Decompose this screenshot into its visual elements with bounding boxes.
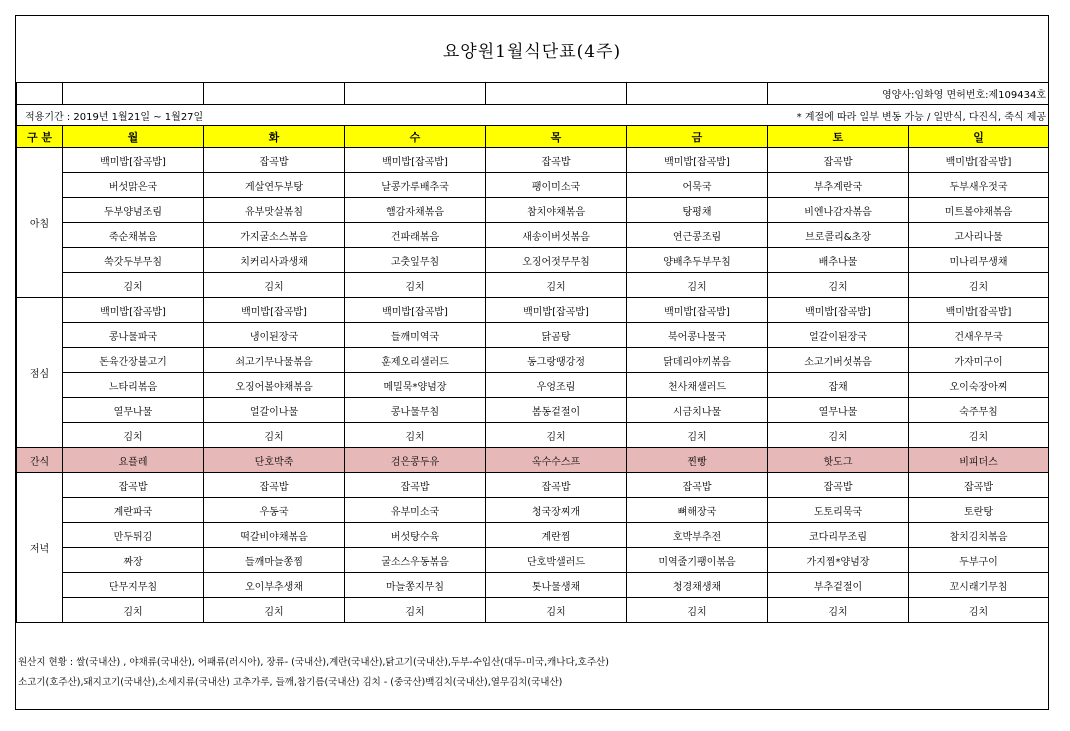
snack-cell: 옥수수스프 xyxy=(486,448,627,473)
menu-cell: 참치야채볶음 xyxy=(486,198,627,223)
menu-cell: 김치 xyxy=(909,423,1049,448)
menu-cell: 우엉조림 xyxy=(486,373,627,398)
menu-cell: 게살연두부탕 xyxy=(204,173,345,198)
breakfast-row xyxy=(17,223,1049,248)
menu-cell: 김치 xyxy=(486,598,627,623)
menu-cell: 잡곡밥 xyxy=(768,473,909,498)
menu-cell: 햄감자채볶음 xyxy=(345,198,486,223)
origin-line-2: 소고기(호주산),돼지고기(국내산),소세지류(국내산) 고추가루, 들깨,참기름(국내산) 김치 - (중국산)백김치(국내산),열무김치(국내산) xyxy=(18,677,563,688)
menu-cell: 백미밥[잡곡밥] xyxy=(63,148,204,173)
lunch-row xyxy=(17,298,1049,323)
day-header: 토 xyxy=(768,126,909,148)
menu-cell: 건새우무국 xyxy=(909,323,1049,348)
snack-cell: 단호박죽 xyxy=(204,448,345,473)
snack-cell: 비피더스 xyxy=(909,448,1049,473)
lunch-label: 점심 xyxy=(17,298,63,448)
menu-cell: 우동국 xyxy=(204,498,345,523)
menu-cell: 얼갈이된장국 xyxy=(768,323,909,348)
dinner-row xyxy=(17,473,1049,498)
period-row xyxy=(17,105,1049,126)
menu-cell: 김치 xyxy=(768,423,909,448)
page-title: 요양원1월식단표(4주) xyxy=(442,41,622,62)
menu-cell: 김치 xyxy=(909,598,1049,623)
menu-cell: 쑥갓두부무침 xyxy=(63,248,204,273)
menu-cell: 단호박샐러드 xyxy=(486,548,627,573)
menu-cell: 백미밥[잡곡밥] xyxy=(768,298,909,323)
menu-cell: 짜장 xyxy=(63,548,204,573)
menu-cell: 오이부추생채 xyxy=(204,573,345,598)
menu-cell: 떡갈비야채볶음 xyxy=(204,523,345,548)
breakfast-row xyxy=(17,198,1049,223)
menu-cell: 청국장찌개 xyxy=(486,498,627,523)
menu-cell: 잡곡밥 xyxy=(63,473,204,498)
menu-cell: 동그랑땡강정 xyxy=(486,348,627,373)
menu-cell: 백미밥[잡곡밥] xyxy=(627,298,768,323)
menu-cell: 김치 xyxy=(486,423,627,448)
menu-cell: 두부새우젓국 xyxy=(909,173,1049,198)
blank-cell xyxy=(345,83,486,105)
breakfast-label: 아침 xyxy=(17,148,63,298)
menu-cell: 얼갈이나물 xyxy=(204,398,345,423)
menu-cell: 김치 xyxy=(909,273,1049,298)
menu-table xyxy=(16,82,1049,623)
menu-cell: 김치 xyxy=(627,423,768,448)
menu-cell: 돈육간장불고기 xyxy=(63,348,204,373)
menu-cell: 백미밥[잡곡밥] xyxy=(486,298,627,323)
menu-cell: 오이숙장아찌 xyxy=(909,373,1049,398)
menu-cell: 백미밥[잡곡밥] xyxy=(63,298,204,323)
blank-cell xyxy=(204,83,345,105)
menu-cell: 버섯맑은국 xyxy=(63,173,204,198)
menu-cell: 열무나물 xyxy=(63,398,204,423)
menu-cell: 마늘쫑지무침 xyxy=(345,573,486,598)
menu-cell: 호박부추전 xyxy=(627,523,768,548)
menu-cell: 들깨미역국 xyxy=(345,323,486,348)
breakfast-row xyxy=(17,148,1049,173)
menu-cell: 코다리무조림 xyxy=(768,523,909,548)
menu-cell: 어묵국 xyxy=(627,173,768,198)
menu-cell: 잡곡밥 xyxy=(204,148,345,173)
menu-cell: 미트볼야채볶음 xyxy=(909,198,1049,223)
menu-cell: 천사채샐러드 xyxy=(627,373,768,398)
lunch-row xyxy=(17,373,1049,398)
dinner-row xyxy=(17,598,1049,623)
menu-cell: 팽이미소국 xyxy=(486,173,627,198)
menu-cell: 쇠고기무나물볶음 xyxy=(204,348,345,373)
menu-cell: 미나리무생채 xyxy=(909,248,1049,273)
menu-cell: 김치 xyxy=(627,273,768,298)
snack-cell: 요플레 xyxy=(63,448,204,473)
menu-cell: 청경채생채 xyxy=(627,573,768,598)
day-header: 화 xyxy=(204,126,345,148)
menu-cell: 김치 xyxy=(204,423,345,448)
menu-cell: 단무지무침 xyxy=(63,573,204,598)
breakfast-row xyxy=(17,248,1049,273)
menu-cell: 시금치나물 xyxy=(627,398,768,423)
menu-cell: 비엔나감자볶음 xyxy=(768,198,909,223)
menu-cell: 백미밥[잡곡밥] xyxy=(345,148,486,173)
menu-cell: 김치 xyxy=(345,423,486,448)
menu-cell: 잡곡밥 xyxy=(486,148,627,173)
menu-cell: 냉이된장국 xyxy=(204,323,345,348)
blank-row xyxy=(17,83,1049,105)
menu-cell: 계란찜 xyxy=(486,523,627,548)
menu-cell: 들깨마늘쫑찜 xyxy=(204,548,345,573)
menu-cell: 메밀묵*양념장 xyxy=(345,373,486,398)
menu-cell: 두부양념조림 xyxy=(63,198,204,223)
menu-cell: 도토리묵국 xyxy=(768,498,909,523)
lunch-row xyxy=(17,398,1049,423)
snack-cell: 찐빵 xyxy=(627,448,768,473)
menu-cell: 백미밥[잡곡밥] xyxy=(204,298,345,323)
menu-cell: 연근콩조림 xyxy=(627,223,768,248)
menu-cell: 잡곡밥 xyxy=(204,473,345,498)
menu-cell: 백미밥[잡곡밥] xyxy=(909,148,1049,173)
menu-cell: 꼬시래기무침 xyxy=(909,573,1049,598)
menu-cell: 김치 xyxy=(627,598,768,623)
dinner-row xyxy=(17,548,1049,573)
header-row xyxy=(17,126,1049,148)
menu-cell: 잡곡밥 xyxy=(486,473,627,498)
menu-cell: 잡곡밥 xyxy=(627,473,768,498)
menu-cell: 김치 xyxy=(204,273,345,298)
menu-cell: 두부구이 xyxy=(909,548,1049,573)
menu-cell: 죽순채볶음 xyxy=(63,223,204,248)
menu-cell: 유부미소국 xyxy=(345,498,486,523)
menu-cell: 브로콜리&초장 xyxy=(768,223,909,248)
menu-cell: 가지굴소스볶음 xyxy=(204,223,345,248)
snack-cell: 검은콩두유 xyxy=(345,448,486,473)
menu-cell: 부추겉절이 xyxy=(768,573,909,598)
section-header: 구 분 xyxy=(17,126,63,148)
blank-cell xyxy=(486,83,627,105)
menu-cell: 탕평채 xyxy=(627,198,768,223)
menu-cell: 오징어젓무무침 xyxy=(486,248,627,273)
day-header: 월 xyxy=(63,126,204,148)
breakfast-row xyxy=(17,173,1049,198)
dinner-row xyxy=(17,573,1049,598)
menu-cell: 김치 xyxy=(63,423,204,448)
menu-cell: 김치 xyxy=(486,273,627,298)
menu-cell: 배추나물 xyxy=(768,248,909,273)
dinner-row xyxy=(17,523,1049,548)
menu-cell: 고춧잎무침 xyxy=(345,248,486,273)
menu-cell: 치커리사과생채 xyxy=(204,248,345,273)
menu-cell: 만두튀김 xyxy=(63,523,204,548)
day-header: 금 xyxy=(627,126,768,148)
menu-cell: 고사리나물 xyxy=(909,223,1049,248)
menu-cell: 가지찜*양념장 xyxy=(768,548,909,573)
menu-cell: 톳나물생채 xyxy=(486,573,627,598)
dinner-label: 저녁 xyxy=(17,473,63,623)
blank-cell xyxy=(17,83,63,105)
menu-cell: 김치 xyxy=(768,598,909,623)
menu-cell: 가자미구이 xyxy=(909,348,1049,373)
menu-cell: 뼈해장국 xyxy=(627,498,768,523)
dietitian-info: 영양사:임화영 면허번호:제109434호 xyxy=(768,83,1049,105)
menu-cell: 훈제오리샐러드 xyxy=(345,348,486,373)
menu-cell: 부추계란국 xyxy=(768,173,909,198)
menu-cell: 김치 xyxy=(345,598,486,623)
snack-label: 간식 xyxy=(17,448,63,473)
menu-cell: 백미밥[잡곡밥] xyxy=(627,148,768,173)
menu-cell: 김치 xyxy=(345,273,486,298)
lunch-row xyxy=(17,423,1049,448)
menu-cell: 닭곰탕 xyxy=(486,323,627,348)
menu-cell: 미역줄기팽이볶음 xyxy=(627,548,768,573)
menu-cell: 숙주무침 xyxy=(909,398,1049,423)
menu-cell: 잡곡밥 xyxy=(345,473,486,498)
menu-cell: 버섯탕수육 xyxy=(345,523,486,548)
blank-cell xyxy=(345,105,486,126)
menu-cell: 새송이버섯볶음 xyxy=(486,223,627,248)
menu-cell: 김치 xyxy=(63,273,204,298)
menu-cell: 느타리볶음 xyxy=(63,373,204,398)
menu-cell: 김치 xyxy=(204,598,345,623)
lunch-row xyxy=(17,348,1049,373)
blank-cell xyxy=(63,83,204,105)
menu-cell: 건파래볶음 xyxy=(345,223,486,248)
menu-cell: 양배추두부무침 xyxy=(627,248,768,273)
applicable-period: 적용기간 : 2019년 1월21일 ~ 1월27일 xyxy=(17,105,345,126)
day-header: 목 xyxy=(486,126,627,148)
origin-footer xyxy=(16,653,1050,693)
menu-cell: 계란파국 xyxy=(63,498,204,523)
blank-cell xyxy=(627,83,768,105)
menu-cell: 백미밥[잡곡밥] xyxy=(345,298,486,323)
menu-cell: 잡곡밥 xyxy=(909,473,1049,498)
day-header: 수 xyxy=(345,126,486,148)
menu-cell: 소고기버섯볶음 xyxy=(768,348,909,373)
service-note: * 계절에 따라 일부 변동 가능 / 일반식, 다진식, 죽식 제공 xyxy=(627,105,1049,126)
snack-cell: 핫도그 xyxy=(768,448,909,473)
menu-cell: 콩나물무침 xyxy=(345,398,486,423)
menu-cell: 열무나물 xyxy=(768,398,909,423)
menu-cell: 백미밥[잡곡밥] xyxy=(909,298,1049,323)
menu-cell: 유부맛살볶침 xyxy=(204,198,345,223)
menu-cell: 북어콩나물국 xyxy=(627,323,768,348)
menu-cell: 참치김치볶음 xyxy=(909,523,1049,548)
menu-cell: 오징어볼야채볶음 xyxy=(204,373,345,398)
menu-cell: 날콩가루배추국 xyxy=(345,173,486,198)
menu-cell: 잡곡밥 xyxy=(768,148,909,173)
menu-cell: 콩나물파국 xyxy=(63,323,204,348)
menu-cell: 김치 xyxy=(63,598,204,623)
breakfast-row xyxy=(17,273,1049,298)
menu-sheet xyxy=(15,15,1049,710)
origin-line-1: 원산지 현황 : 쌀(국내산) , 야채류(국내산), 어패류(러시아), 장류- (국내산),계란(국내산),닭고기(국내산),두부-수입산(대두-미국,캐나다,호주산) xyxy=(18,657,609,668)
snack-row xyxy=(17,448,1049,473)
title-row xyxy=(16,16,1048,83)
menu-cell: 봄동겉절이 xyxy=(486,398,627,423)
menu-cell: 토란탕 xyxy=(909,498,1049,523)
menu-cell: 굴소스우동볶음 xyxy=(345,548,486,573)
menu-cell: 김치 xyxy=(768,273,909,298)
lunch-row xyxy=(17,323,1049,348)
menu-cell: 잡채 xyxy=(768,373,909,398)
day-header: 일 xyxy=(909,126,1049,148)
dinner-row xyxy=(17,498,1049,523)
menu-cell: 닭데리야끼볶음 xyxy=(627,348,768,373)
blank-cell xyxy=(486,105,627,126)
